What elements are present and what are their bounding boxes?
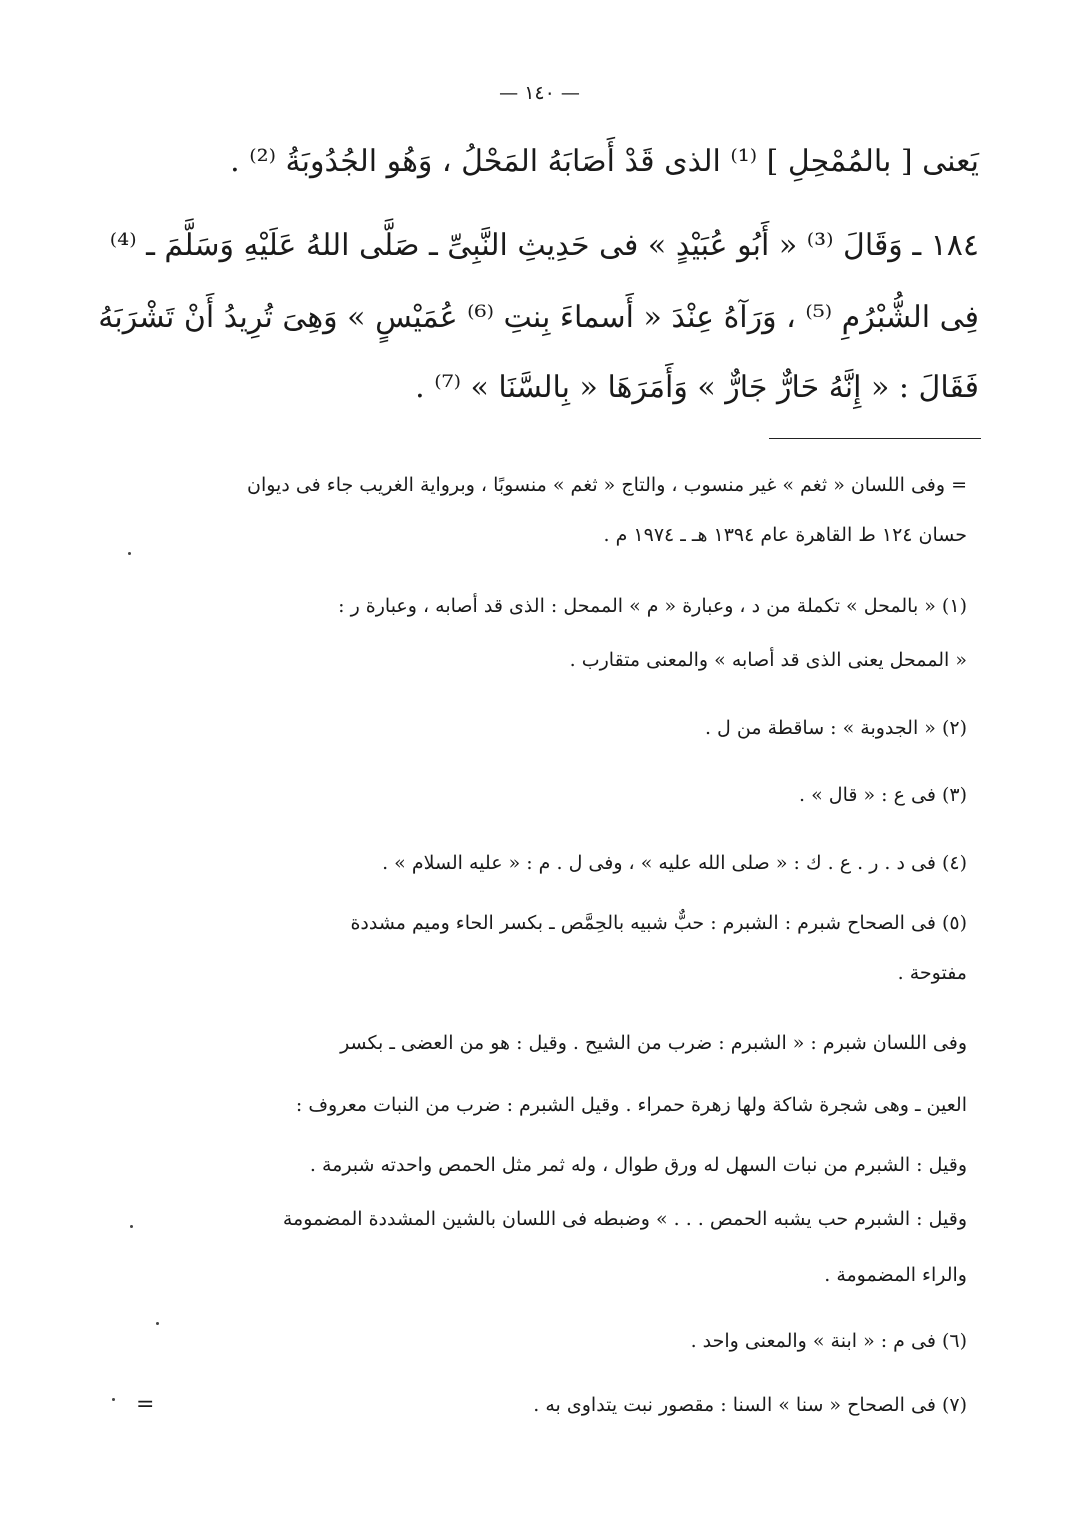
main-text-line-4: فَقَالَ : « إِنَّهُ حَارٌّ جَارٌّ » وَأَمَرَهَا « بِالسَّنَا » ⁽⁷⁾ . [415, 370, 979, 405]
continuation-mark: = [136, 1392, 155, 1417]
footnote-3: (٣) فى ع : « قال » . [799, 784, 967, 806]
footnote-7: (٧) فى الصحاح « سنا » السنا : مقصور نبت يتداوى به . [533, 1394, 967, 1416]
footnote-5-lisan-cont: العين ـ وهى شجرة شاكة ولها زهرة حمراء . وقيل الشبرم : ضرب من النبات معروف : [295, 1094, 967, 1116]
footnote-5: (٥) فى الصحاح شبرم : الشبرم : حبٌّ شبيه بالحِمَّص ـ بكسر الحاء وميم مشددة [350, 912, 967, 934]
footnote-5-lisan-cont: والراء المضمومة . [824, 1264, 967, 1286]
footnote-line: حسان ١٢٤ ط القاهرة عام ١٣٩٤ هـ ـ ١٩٧٤ م . [603, 524, 967, 546]
scan-speck [128, 552, 131, 555]
main-text-line-1: يَعنى [ بالمُمْحِلِ ] ⁽¹⁾ الذى قَدْ أَصَابَهُ المَحْلُ ، وَهُو الجُدُوبَةُ ⁽²⁾ . [230, 144, 979, 179]
main-text-line-2: ١٨٤ ـ وَقَالَ ⁽³⁾ « أَبُو عُبَيْدٍ » فى حَدِيثِ النَّبِىِّ ـ صَلَّى اللهُ عَلَيْهِ وَسَلَّمَ ـ ⁽⁴⁾ [109, 228, 979, 263]
scan-speck [156, 1322, 159, 1325]
footnote-5-cont: مفتوحة . [897, 962, 967, 984]
footnote-6: (٦) فى م : « ابنة » والمعنى واحد . [690, 1330, 967, 1352]
footnote-1: (١) « بالمحل » تكملة من د ، وعبارة « م » الممحل : الذى قد أصابه ، وعبارة ر : [338, 595, 967, 617]
footnote-1-cont: « الممحل يعنى الذى قد أصابه » والمعنى متقارب . [569, 649, 967, 671]
footnote-line: = وفى اللسان « ثغم » غير منسوب ، والتاج « ثغم » منسوبًا ، وبرواية الغريب جاء فى ديوان [247, 474, 967, 496]
main-text-line-3: فِى الشُّبْرُمِ ⁽⁵⁾ ، وَرَآهُ عِنْدَ « أَسماءَ بِنتِ ⁽⁶⁾ عُمَيْسٍ » وَهِىَ تُرِيدُ أَنْ تَشْرَبَهُ [98, 300, 979, 335]
footnote-5-lisan: وفى اللسان شبرم : « الشبرم : ضرب من الشيح . وقيل : هو من العضى ـ بكسر [340, 1032, 967, 1054]
footnote-divider [769, 438, 981, 439]
footnote-4: (٤) فى د . ر . ع . ك : « صلى الله عليه » ، وفى ل . م : « عليه السلام » . [382, 852, 967, 874]
page-number: — ١٤٠ — [499, 82, 580, 104]
footnote-5-lisan-cont: وقيل : الشبرم من نبات السهل له ورق طوال ، وله ثمر مثل الحمص واحدته شبرمة . [309, 1154, 967, 1176]
scan-speck [112, 1398, 115, 1401]
footnote-5-lisan-cont: وقيل : الشبرم حب يشبه الحمص . . . » وضبطه فى اللسان بالشين المشددة المضمومة [282, 1208, 967, 1230]
footnote-2: (٢) « الجدوبة » : ساقطة من ل . [704, 717, 967, 739]
scan-speck [130, 1225, 133, 1228]
